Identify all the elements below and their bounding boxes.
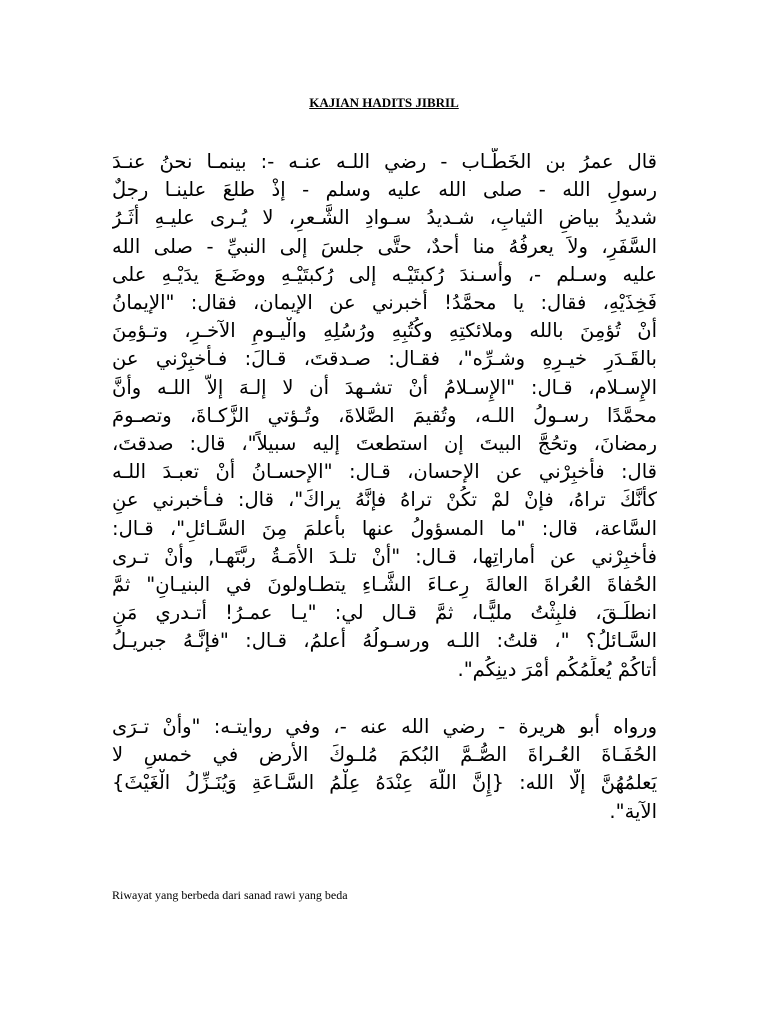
hadith-jibril-paragraph [112,148,657,684]
text-line: السَّـائلُ؟ "، قلتُ: اللـه ورسـولُهُ أعلمُ، قـال: "فإنَّـهُ جبريـلُ [112,629,657,653]
text-line: السَّاعة، قال: "ما المسؤولُ عنها بأعلمَ مِنَ السَّـائلِ"، قـال: [112,516,657,540]
text-line: قال عمرُ بن الخَطَّـاب - رضي اللـه عنـه -: بينمـا نحنُ عنـدَ [112,150,657,173]
text-line: بالقَـدَرِ خيـرِهِ وشـرِّه"، فقـال: صـدقتَ، قـالَ: فـأخبِرْني عن [112,347,657,371]
text-line: الحُفَـاةَ العُـراةَ الصُّـمَّ البُكمَ مُلـوكَ الأرض في خمسٍ لا [112,743,657,767]
text-line: يَعلمُهُنَّ إلَّا الله: {إِنَّ اللَّهَ عِنْدَهُ عِلْمُ السَّـاعَةِ وَيُنَـزِّلُ الْغَيْثَ} [112,771,657,795]
footnote-text: Riwayat yang berbeda dari sanad rawi yang beda [112,888,348,902]
text-line: قال: فأخبِرْني عن الإحسان، قـال: "الإحسـانُ أنْ تعبـدَ اللـه [112,460,657,484]
text-line: الحُفاةَ العُراةَ العالةَ رِعـاءَ الشَّـاءِ يتطـاولونَ في البنيـانِ" ثمَّ [112,573,657,597]
abu-hurairah-narration-paragraph [112,713,657,826]
text-line: رمضانَ، وتحُجَّ البيتَ إن استطعتَ إليه سبيلاً"، قال: صدقتَ، [112,432,657,456]
text-line: شديدُ بياضِ الثيابِ، شـديدُ سـوادِ الشَّـعرِ، لا يُـرى عليـهِ أثَـرُ [112,206,657,230]
text-line: فَخِذَيْهِ، فقال: يا محمَّدُ! أخبرني عن الإيمان، فقال: "الإيمانُ [112,291,657,315]
text-line: رسولِ الله - صلى الله عليه وسلم - إذْ طلعَ علينـا رجلٌ [112,178,657,202]
text-line: محمَّدًا رسـولُ اللـه، وتُقيمَ الصَّلاةَ، وتُـؤتي الزَّكـاةَ، وتصـومَ [112,403,657,427]
text-line: كأنَّكَ تراهُ، فإنْ لمْ تكُنْ تراهُ فإنَّهُ يراكَ"، قال: فـأخبرني عنِ [112,488,657,512]
text-line: الإِسـلام، قـال: "الإِسـلامُ أنْ تشـهدَ أن لا إلـهَ إلاَّ اللـه وأنَّ [112,375,657,399]
text-line: السَّفَرِ، ولاَ يعرفُهُ منا أحدٌ، حتَّى جلسَ إلى النبيِّ - صلى الله [112,234,657,258]
text-line: أنْ تُؤمِنَ بالله وملائكتِهِ وكُتُبِهِ ورُسُلِهِ والْيـومِ الآخـرِ، وتـؤمِنَ [112,319,657,343]
text-line: الآية". [609,799,657,823]
text-line: انطلَـقَ، فلبِثْتُ مليًّـا، ثمَّ قـال لي: "يـا عمـرُ! أتـدري مَنِ [112,601,657,625]
text-line: ورواه أبو هريرة - رضي الله عنه -، وفي روايتـه: "وأنْ تـرَى [112,715,657,738]
text-line: فأخبِرْني عن أَماراتِها، قـال: "أنْ تلـدَ الأمَـةُ ربَّتَهـا, وأنْ تـرى [112,544,657,568]
text-line: أتاكُمْ يُعلِّمُكُم أَمْرَ دينِكُم". [457,657,657,681]
document-title: KAJIAN HADITS JIBRIL [309,95,459,110]
text-line: عليه وسـلم -، وأسـندَ رُكبتَيْـه إلى رُكبتَيْـهِ ووضَـعَ يدَيْـهِ على [112,262,657,286]
